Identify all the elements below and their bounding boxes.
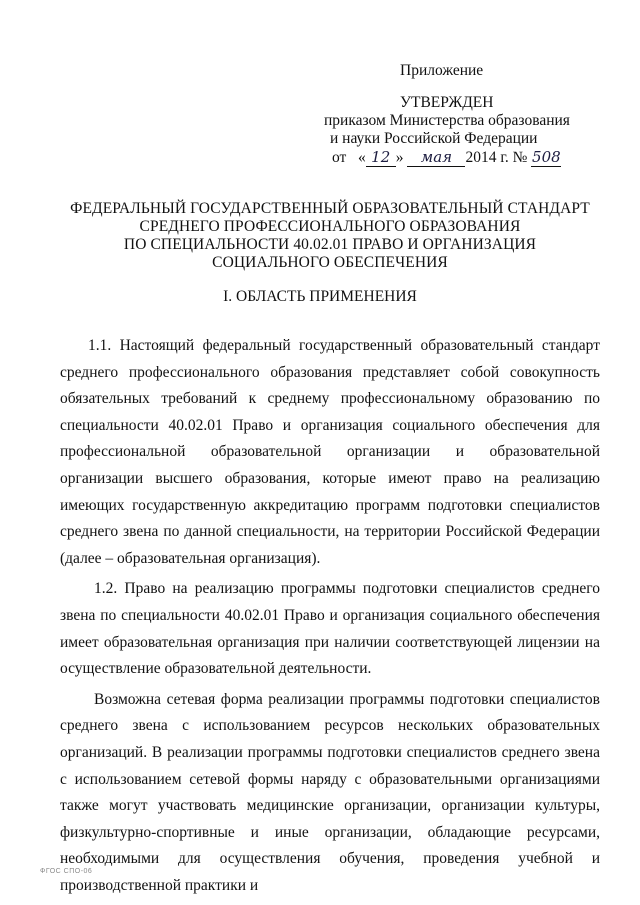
footer-code: ФГОС СПО-06 — [40, 868, 93, 875]
section-heading: I. ОБЛАСТЬ ПРИМЕНЕНИЯ — [223, 288, 417, 305]
approved-label: УТВЕРЖДЕН — [400, 94, 494, 111]
paragraph-1-2: 1.2. Право на реализацию программы подготовки специалистов среднего звена по специальности 40.02.01 Право и организация социального обеспечения имеет образовательная организация при наличии соответствующей лицензии на осуществление образовательной деятельности. — [60, 580, 600, 678]
approval-block — [324, 94, 604, 167]
paragraph-1-1: 1.1. Настоящий федеральный государственный образовательный стандарт среднего профессионального образования представляет собой совокупность обязательных требований к среднему профессиональному образованию по специальности 40.02.01 Право и организация социального обеспечения для профессиональной образовательной организации и образовательной организации высшего образования, которые имеют право на реализацию имеющих государственную аккредитацию программ подготовки специалистов среднего звена по данной специальности, на территории Российской Федерации (далее – образовательная организация). — [60, 337, 600, 567]
title-line-3: ПО СПЕЦИАЛЬНОСТИ 40.02.01 ПРАВО И ОРГАНИЗАЦИЯ — [123, 236, 537, 253]
title-line-4: СОЦИАЛЬНОГО ОБЕСПЕЧЕНИЯ — [212, 254, 448, 271]
appendix-label: Приложение — [400, 62, 484, 79]
handwritten-order-number: 508 — [532, 148, 561, 166]
handwritten-month: мая — [407, 148, 465, 167]
date-prefix: от — [332, 149, 347, 166]
paragraph-network-form: Возможна сетевая форма реализации программы подготовки специалистов среднего звена с использованием ресурсов нескольких образовательных организаций. В реализации программы подготовки специалистов среднего звена с использованием сетевой формы наряду с образовательными организациями также могут участвовать медицинские организации, организации культуры, физкультурно-спортивные и иные организации, обладающие ресурсами, необходимыми для осуществления обучения, проведения учебной и производственной практики и — [60, 690, 600, 894]
order-date-line — [324, 148, 604, 167]
document-body — [60, 333, 600, 903]
document-title — [40, 200, 620, 272]
title-line-1: ФЕДЕРАЛЬНЫЙ ГОСУДАРСТВЕННЫЙ ОБРАЗОВАТЕЛЬНЫЙ СТАНДАРТ — [70, 200, 590, 217]
order-line-2: и науки Российской Федерации — [330, 130, 538, 147]
year-text: 2014 г. № — [465, 149, 528, 166]
title-line-2: СРЕДНЕГО ПРОФЕССИОНАЛЬНОГО ОБРАЗОВАНИЯ — [139, 218, 521, 235]
order-line-1: приказом Министерства образования — [324, 112, 570, 129]
day-close-quote: » — [395, 149, 404, 166]
day-open-quote: « — [357, 149, 366, 166]
handwritten-day: 12 — [366, 148, 396, 167]
